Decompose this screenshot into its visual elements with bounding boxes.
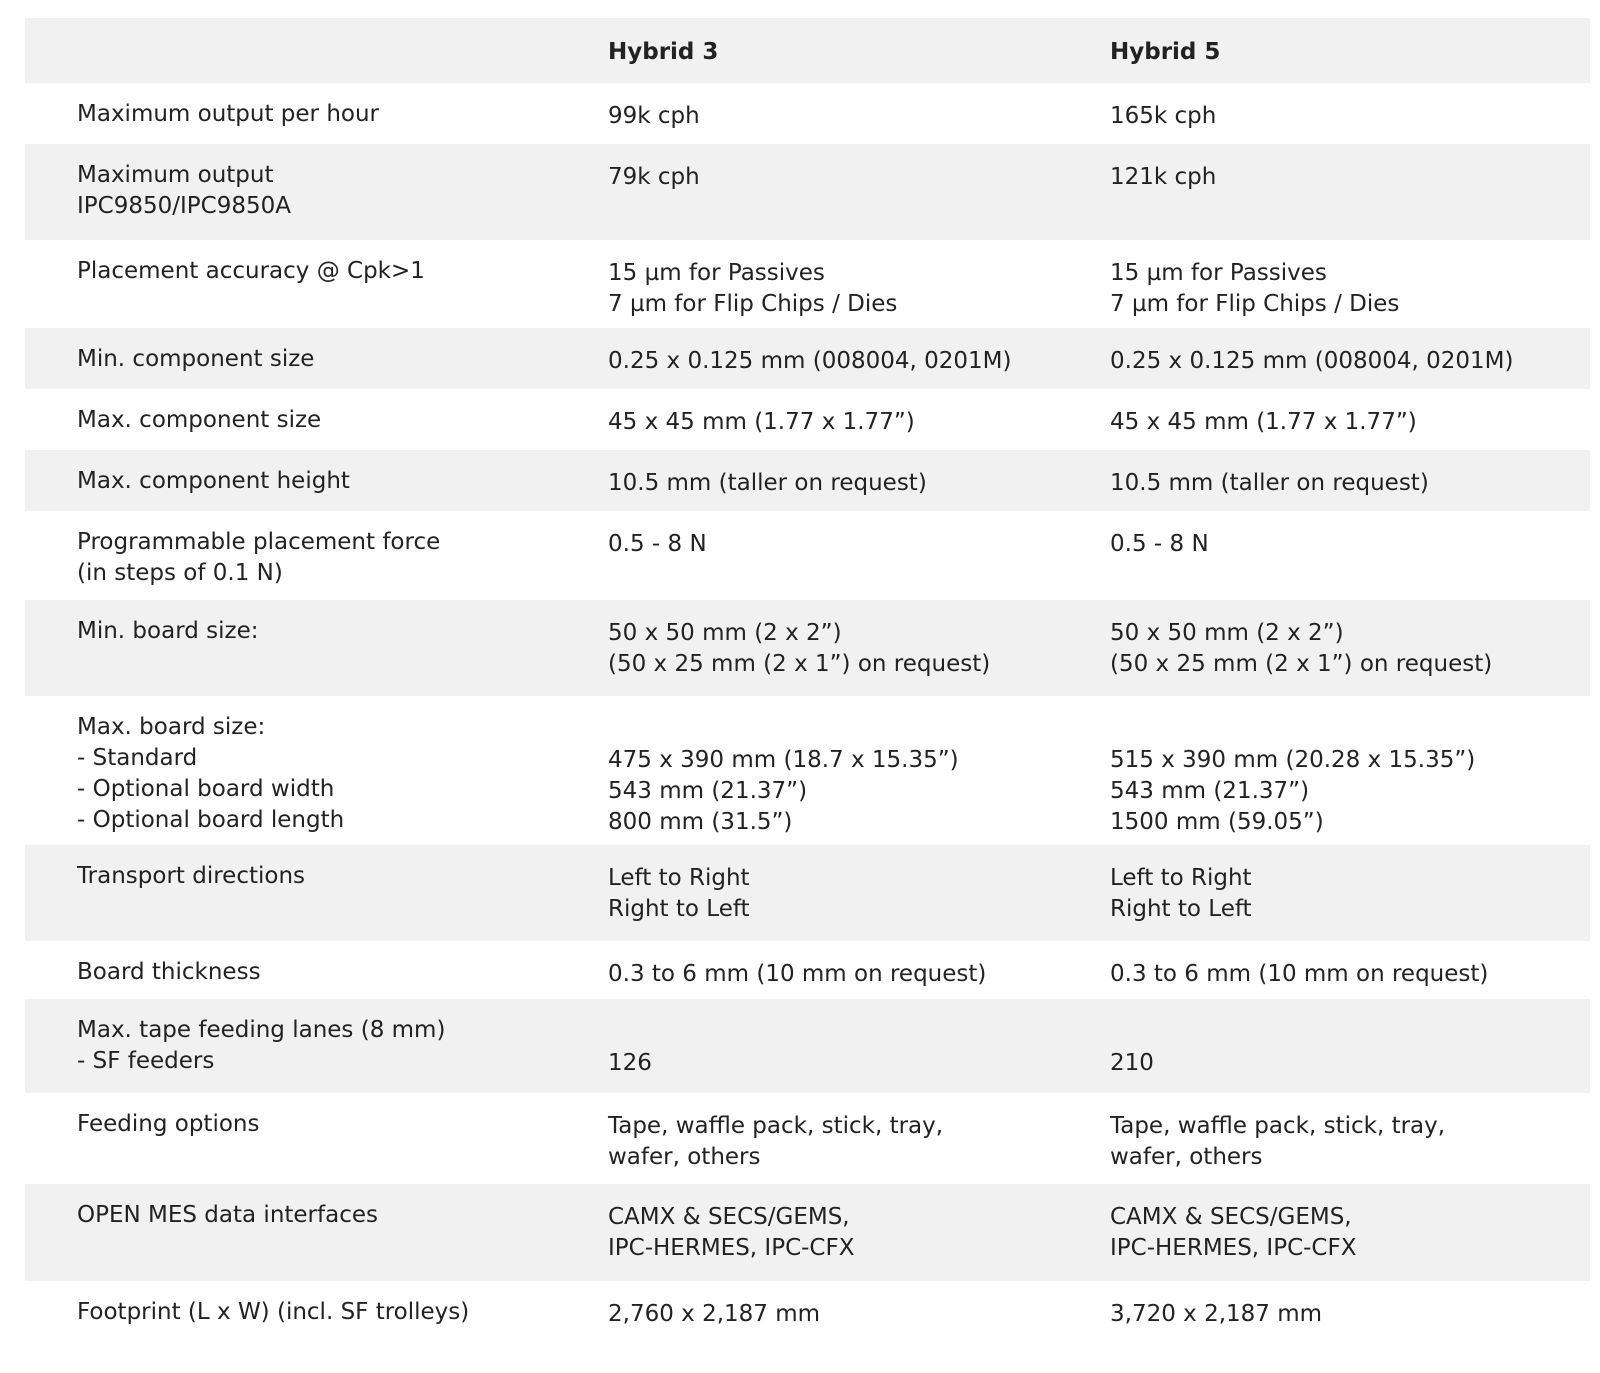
hybrid-5-value: 0.25 x 0.125 mm (008004, 0201M) bbox=[1110, 348, 1514, 374]
hybrid-3-value: Left to Right Right to Left bbox=[608, 865, 750, 922]
hybrid-5-value: 45 x 45 mm (1.77 x 1.77”) bbox=[1110, 409, 1417, 435]
row-label: Max. component height bbox=[77, 468, 350, 494]
row-label: Max. tape feeding lanes (8 mm) - SF feeders bbox=[77, 1017, 446, 1074]
row-label: Feeding options bbox=[77, 1111, 260, 1137]
hybrid-5-value: Tape, waffle pack, stick, tray, wafer, others bbox=[1110, 1113, 1446, 1170]
table-row bbox=[25, 941, 1590, 999]
table-row bbox=[25, 450, 1590, 511]
row-label: OPEN MES data interfaces bbox=[77, 1202, 378, 1228]
hybrid-5-value: CAMX & SECS/GEMS, IPC-HERMES, IPC-CFX bbox=[1110, 1204, 1357, 1261]
hybrid-5-value: 121k cph bbox=[1110, 164, 1217, 190]
hybrid-5-value: 210 bbox=[1110, 1050, 1154, 1076]
spec-comparison-table bbox=[25, 18, 1590, 1351]
row-label: Programmable placement force (in steps of 0.1 N) bbox=[77, 529, 441, 586]
table-row bbox=[25, 600, 1590, 696]
hybrid-5-value: 15 µm for Passives 7 µm for Flip Chips / Dies bbox=[1110, 260, 1400, 317]
hybrid-5-value: 0.3 to 6 mm (10 mm on request) bbox=[1110, 961, 1489, 987]
row-label: Maximum output IPC9850/IPC9850A bbox=[77, 162, 291, 219]
hybrid-3-value: 10.5 mm (taller on request) bbox=[608, 470, 927, 496]
row-label: Max. component size bbox=[77, 407, 322, 433]
table-row bbox=[25, 328, 1590, 389]
table-row bbox=[25, 1184, 1590, 1281]
hybrid-5-value: 0.5 - 8 N bbox=[1110, 531, 1209, 557]
hybrid-3-value: Tape, waffle pack, stick, tray, wafer, others bbox=[608, 1113, 944, 1170]
header-empty-cell bbox=[25, 49, 608, 53]
table-row bbox=[25, 845, 1590, 941]
row-label: Placement accuracy @ Cpk>1 bbox=[77, 258, 425, 284]
hybrid-5-value: 165k cph bbox=[1110, 103, 1217, 129]
row-label: Max. board size: - Standard - Optional board width - Optional board length bbox=[77, 714, 345, 833]
hybrid-3-value: 0.25 x 0.125 mm (008004, 0201M) bbox=[608, 348, 1012, 374]
header-hybrid-5: Hybrid 5 bbox=[1110, 39, 1221, 65]
row-label: Transport directions bbox=[77, 863, 306, 889]
hybrid-3-value: 99k cph bbox=[608, 103, 700, 129]
hybrid-3-value: 126 bbox=[608, 1050, 652, 1076]
hybrid-3-value: 79k cph bbox=[608, 164, 700, 190]
hybrid-3-value: 2,760 x 2,187 mm bbox=[608, 1301, 821, 1327]
hybrid-5-value: 3,720 x 2,187 mm bbox=[1110, 1301, 1323, 1327]
table-row bbox=[25, 144, 1590, 240]
table-row bbox=[25, 83, 1590, 144]
table-row bbox=[25, 1281, 1590, 1351]
header-hybrid-3: Hybrid 3 bbox=[608, 39, 719, 65]
row-label: Board thickness bbox=[77, 959, 261, 985]
hybrid-3-value: CAMX & SECS/GEMS, IPC-HERMES, IPC-CFX bbox=[608, 1204, 855, 1261]
table-row bbox=[25, 240, 1590, 328]
table-row bbox=[25, 511, 1590, 600]
table-row bbox=[25, 1093, 1590, 1184]
hybrid-3-value: 475 x 390 mm (18.7 x 15.35”) 543 mm (21.37”) 800 mm (31.5”) bbox=[608, 747, 959, 835]
hybrid-3-value: 15 µm for Passives 7 µm for Flip Chips / Dies bbox=[608, 260, 898, 317]
hybrid-3-value: 0.5 - 8 N bbox=[608, 531, 707, 557]
row-label: Min. board size: bbox=[77, 618, 259, 644]
table-row bbox=[25, 389, 1590, 450]
table-row bbox=[25, 696, 1590, 845]
table-header-row bbox=[25, 18, 1590, 83]
row-label: Footprint (L x W) (incl. SF trolleys) bbox=[77, 1299, 470, 1325]
hybrid-3-value: 45 x 45 mm (1.77 x 1.77”) bbox=[608, 409, 915, 435]
hybrid-5-value: 50 x 50 mm (2 x 2”) (50 x 25 mm (2 x 1”) on request) bbox=[1110, 620, 1493, 677]
hybrid-5-value: 10.5 mm (taller on request) bbox=[1110, 470, 1429, 496]
row-label: Min. component size bbox=[77, 346, 315, 372]
hybrid-3-value: 0.3 to 6 mm (10 mm on request) bbox=[608, 961, 987, 987]
table-row bbox=[25, 999, 1590, 1093]
row-label: Maximum output per hour bbox=[77, 101, 380, 127]
hybrid-5-value: 515 x 390 mm (20.28 x 15.35”) 543 mm (21.37”) 1500 mm (59.05”) bbox=[1110, 747, 1476, 835]
hybrid-3-value: 50 x 50 mm (2 x 2”) (50 x 25 mm (2 x 1”) on request) bbox=[608, 620, 991, 677]
hybrid-5-value: Left to Right Right to Left bbox=[1110, 865, 1252, 922]
